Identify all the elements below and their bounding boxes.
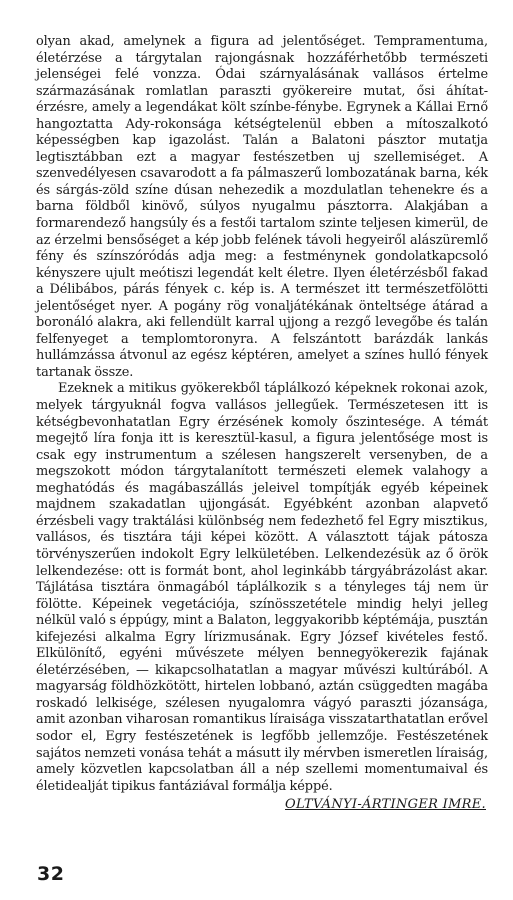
article-body [36, 34, 488, 795]
paragraph-1: olyan akad, amelynek a figura ad jelentőséget. Tempramentuma, életérzése a tárgytalan rajongásnak hozzáférhetőbb természeti jelenségei felé vonzza. Ódai szárnyalásának vallásos értelme származásának romlatlan paraszti gyökereire mutat, ősi áhítat-érzésre, amely a legendákat költ színbe-fénybe. Egrynek a Kállai Ernő hangoztatta Ady-rokonsága kétségtelenül ebben a mítoszalkotó képességben kap igazolást. Talán a Balatoni pásztor mutatja legtisztábban ezt a magyar festészetben uj szellemiséget. A szenvedélyesen csavarodott a fa pálmaszerű lombozatának barna, kék és sárgás-zöld színe dúsan nehezedik a mozdulatlan tehenekre és a barna földből kinövő, súlyos nyugalmu pásztorra. Alakjában a formarendező hangsúly és a festői tartalom szinte teljesen kimerül, de az érzelmi bensőséget a kép jobb felének távoli hegyeiről alászüremlő fény és színszóródás adja meg: a festménynek gondolatkapcsoló kényszere ujult meótiszi legendát kelt életre. Ilyen életérzésből fakad a Délibábos, párás fények c. kép is. A természet itt természetfölötti jelentőséget nyer. A pogány rög vonaljátékának önteltsége átárad a boronáló alakra, aki fellendült karral ujjong a rezgő levegőbe és talán felfenyeget a templomtoronyra. A felszántott barázdák lankás hullámzássa átvonul az egész képtéren, amelyet a színes hulló fények tartanak össze. [36, 34, 488, 380]
paragraph-2: Ezeknek a mitikus gyökerekből táplálkozó képeknek rokonai azok, melyek tárgyuknál fogva vallásos jellegűek. Természetesen itt is kétségbevonhatatlan Egry érzésének komoly őszintesége. A témát megejtő líra fonja itt is keresztül-kasul, a figura jelentősége most is csak egy instrumentum a szélesen hangszerelt versenyben, de a megszokott módon tárgytalanított természeti elemek valahogy a meghatódás és magábaszállás jeleivel tompítják egyéb képeinek majdnem szakadatlan ujjongását. Egyébként azonban alapvető érzésbeli vagy traktálási különbség nem fedezhető fel Egry misztikus, vallásos, és tisztára táji képei között. A választott tájak pátosza törvényszerűen indokolt Egry lelkületében. Lelkendezésük az ő örök lelkendezése: ott is formát bont, ahol leginkább tárgyábrázolást akar. Tájlátása tisztára önmagából táplálkozik s a tényleges táj nem ür fölötte. Képeinek vegetációja, színösszetétele mindig helyi jelleg nélkül való s éppúgy, mint a Balaton, leggyakoribb képtémája, pusztán kifejezési alkalma Egry lírizmusának. Egry József kivételes festő. Elkülönítő, egyéni művészete mélyen bennegyökerezik fajának életérzésében, — kikapcsolhatatlan a magyar művészi kultúrából. A magyarság földhözkötött, hirtelen lobbanó, aztán csüggedten magába roskadó lelkisége, szélesen nyugalomra vágyó paraszti józansága, amit azonban viharosan romantikus líraisága visszatarthatatlan erővel sodor el, Egry festészetének is legfőbb jellemzője. Festészetének sajátos nemzeti vonása tehát a másutt ily mérvben ismeretlen líraiság, amely közvetlen kapcsolatban áll a nép szellemi momentumaival és életidealját tipikus fantáziával formálja képpé. [36, 381, 488, 794]
document-page [36, 34, 488, 884]
author-signature: OLTVÁNYI-ÁRTINGER IMRE. [285, 797, 486, 813]
page-number: 32 [37, 863, 65, 885]
